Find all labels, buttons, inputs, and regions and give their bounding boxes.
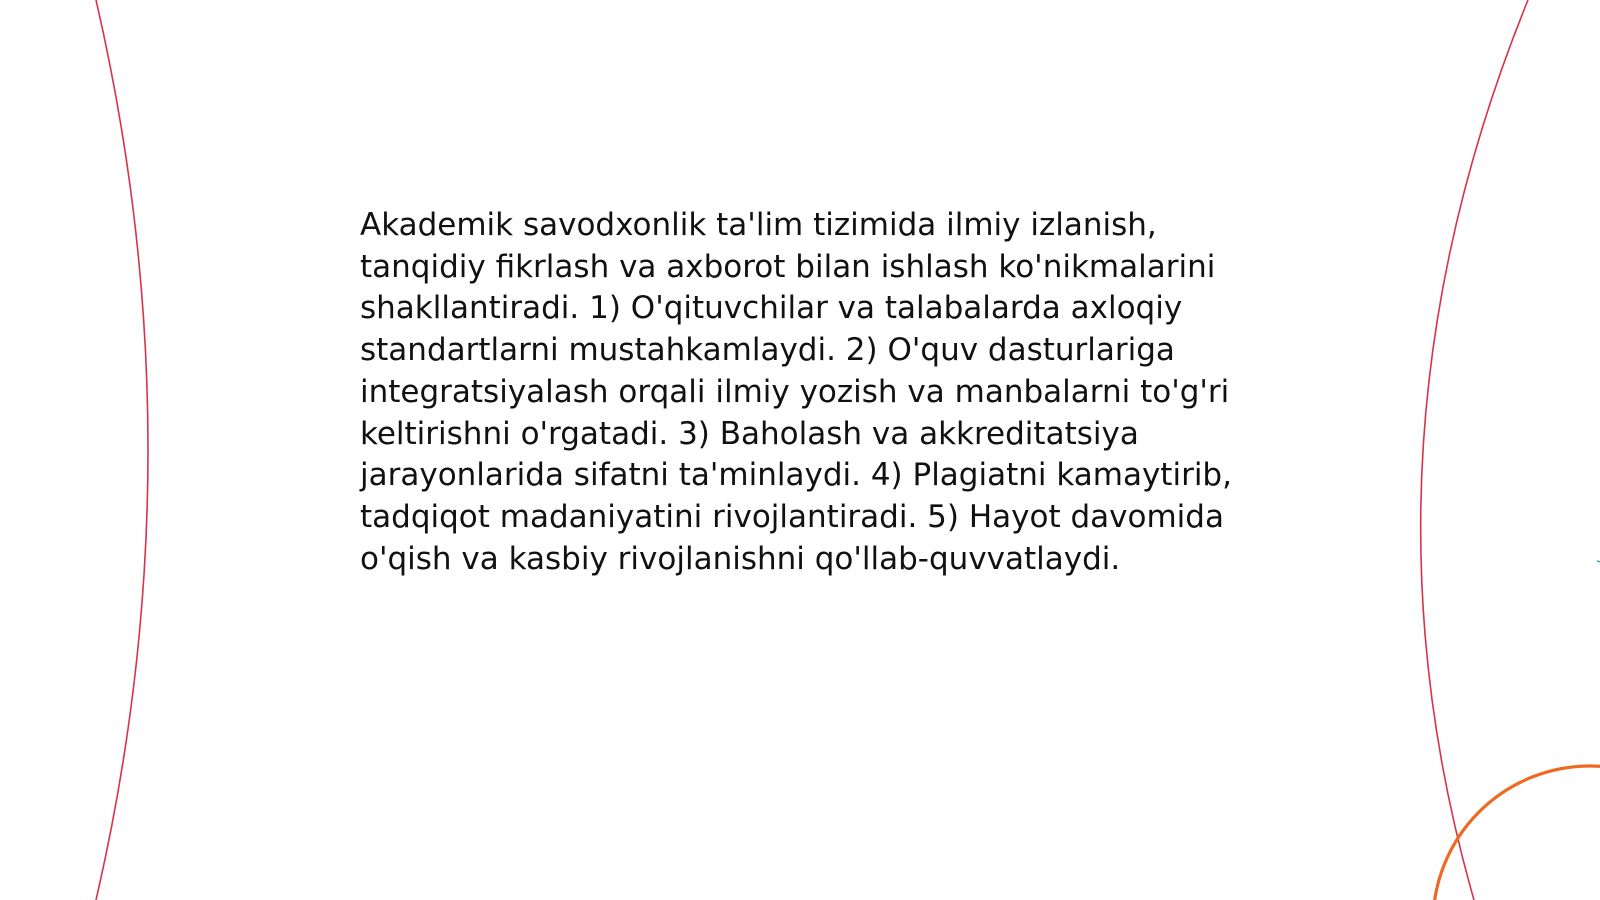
right-red-curve	[1421, 0, 1528, 900]
left-red-curve	[96, 0, 148, 900]
orange-circle-arc	[1433, 766, 1600, 900]
body-text: Akademik savodxonlik ta'lim tizimida ilmiy izlanish, tanqidiy fikrlash va axborot bilan ishlash ko'nikmalarini shakllantiradi. 1) O'qituvchilar va talabalarda axloqiy standartlarni mustahkamlaydi. 2) O'quv dasturlariga integratsiyalash orqali ilmiy yozish va manbalarni to'g'ri keltirishni o'rgatadi. 3) Baholash va akkreditatsiya jarayonlarida sifatni ta'minlaydi. 4) Plagiatni kamaytirib, tadqiqot madaniyatini rivojlantiradi. 5) Hayot davomida o'qish va kasbiy rivojlanishni qo'llab-quvvatlaydi.	[360, 207, 1232, 577]
